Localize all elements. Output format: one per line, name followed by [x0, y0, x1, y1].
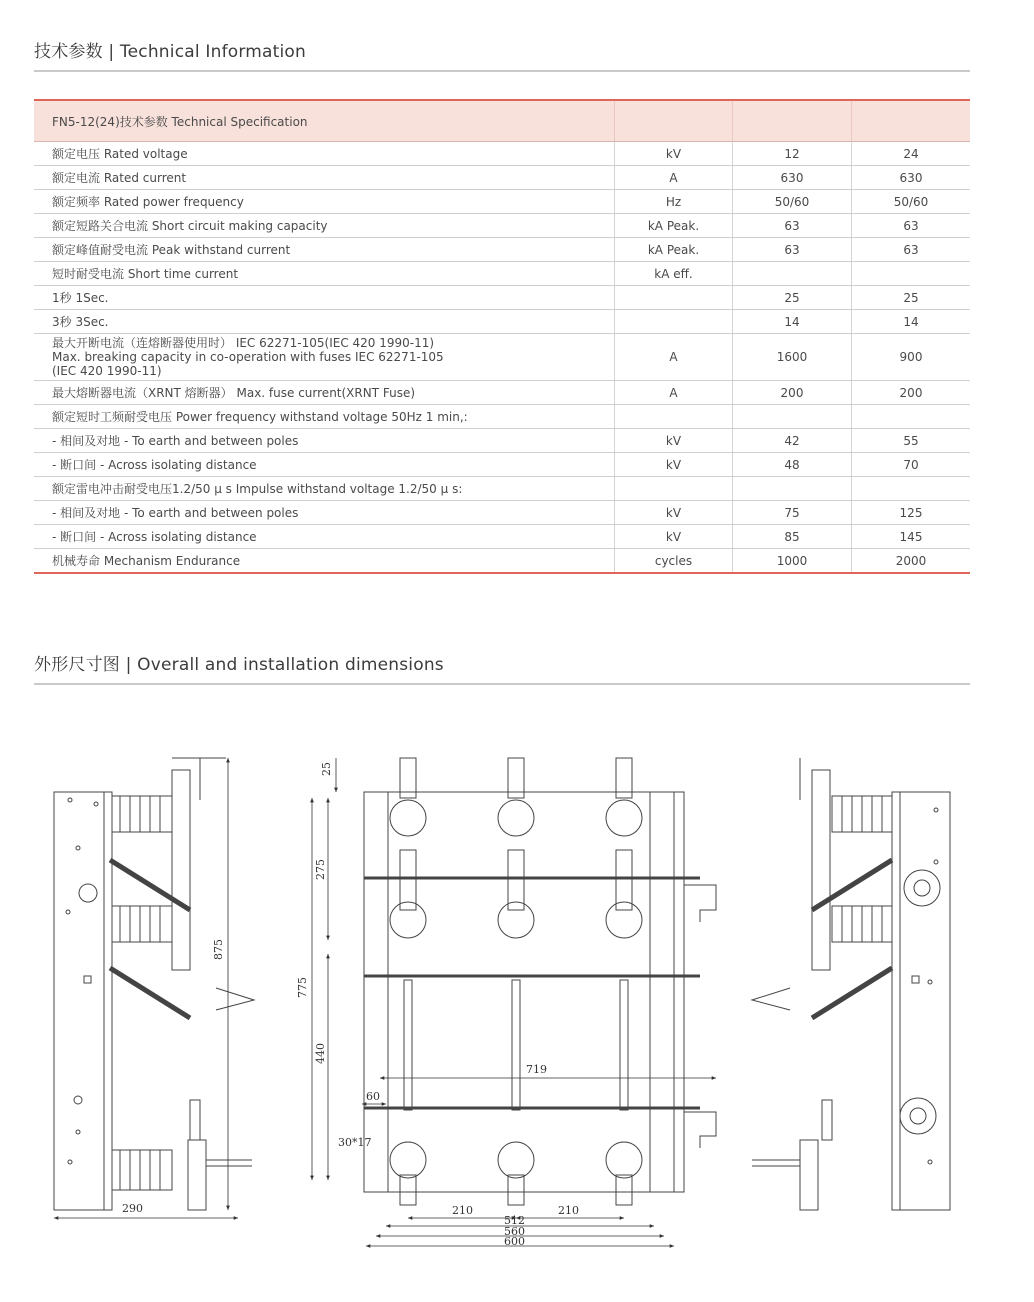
hole — [74, 1096, 82, 1104]
table-row — [34, 334, 970, 381]
table-row — [34, 238, 970, 262]
table-row — [34, 190, 970, 214]
front-dimensions — [312, 758, 716, 1246]
row-unit: Hz — [615, 190, 733, 214]
row-value-12: 1000 — [733, 549, 852, 574]
row-value-12: 63 — [733, 214, 852, 238]
title-divider — [34, 70, 970, 72]
row-label-line: Max. breaking capacity in co-operation with fuses IEC 62271-105 — [52, 350, 444, 364]
row-value-12: 48 — [733, 453, 852, 477]
row-value-24: 900 — [852, 334, 971, 381]
row-label-line: (IEC 420 1990-11) — [52, 364, 162, 378]
dim-719: 719 — [526, 1063, 547, 1076]
insulator-top-right — [832, 796, 892, 832]
blade-arm — [172, 770, 190, 970]
row-unit — [615, 286, 733, 310]
row-value-12: 12 — [733, 142, 852, 166]
row-label: - 相间及对地 - To earth and between poles — [34, 501, 615, 525]
row-value-24: 25 — [852, 286, 971, 310]
row-value-12: 200 — [733, 381, 852, 405]
row-value-24: 14 — [852, 310, 971, 334]
dimensions-divider — [34, 683, 970, 685]
row-value-24: 200 — [852, 381, 971, 405]
front-left-post — [364, 792, 388, 1192]
right-frame-edge — [892, 792, 900, 1210]
row-label: 额定雷电冲击耐受电压1.2/50 μ s Impulse withstand voltage 1.2/50 μ s: — [34, 477, 615, 501]
dim-290: 290 — [122, 1202, 143, 1215]
fuse-base-right — [800, 1140, 818, 1210]
shaft-bracket-top — [684, 885, 716, 922]
right-frame-plate — [900, 792, 950, 1210]
left-frame-plate — [54, 792, 104, 1210]
row-value-12: 25 — [733, 286, 852, 310]
dim-30x17: 30*17 — [338, 1136, 372, 1149]
row-value-24: 24 — [852, 142, 971, 166]
row-unit: kV — [615, 429, 733, 453]
hole — [66, 910, 70, 914]
spec-table — [34, 99, 970, 574]
dimensions-title: 外形尺寸图 | Overall and installation dimensions — [34, 655, 444, 675]
header-value-12kv — [733, 100, 852, 142]
technical-info-title: 技术参数 | Technical Information — [34, 42, 307, 62]
row-value-12: 63 — [733, 238, 852, 262]
flange-top — [904, 870, 940, 906]
row-unit: kA eff. — [615, 262, 733, 286]
row-unit: A — [615, 381, 733, 405]
table-row — [34, 453, 970, 477]
square-hole — [912, 976, 919, 983]
row-unit: kV — [615, 525, 733, 549]
dimension-drawing — [40, 740, 980, 1260]
handle — [190, 1100, 200, 1140]
hole — [76, 846, 80, 850]
row-unit: A — [615, 334, 733, 381]
pole-2 — [498, 758, 534, 1205]
row-label: 额定峰值耐受电流 Peak withstand current — [34, 238, 615, 262]
row-value-24: 70 — [852, 453, 971, 477]
dim-25: 25 — [320, 762, 333, 776]
row-value-12: 75 — [733, 501, 852, 525]
row-value-24: 55 — [852, 429, 971, 453]
shaft-hole — [79, 884, 97, 902]
row-label: 机械寿命 Mechanism Endurance — [34, 549, 615, 574]
right-side-view — [752, 758, 950, 1210]
shaft-bracket-bottom — [684, 1112, 716, 1148]
insulator-mid — [112, 906, 172, 942]
front-right-post — [650, 792, 674, 1192]
row-value-24 — [852, 405, 971, 429]
row-unit: kA Peak. — [615, 238, 733, 262]
row-value-24: 50/60 — [852, 190, 971, 214]
row-value-24: 630 — [852, 166, 971, 190]
dim-600: 600 — [504, 1235, 525, 1248]
insulator-bottom — [112, 1150, 172, 1190]
row-unit: kA Peak. — [615, 214, 733, 238]
table-row — [34, 549, 970, 574]
square-hole — [84, 976, 91, 983]
row-label: 额定短时工频耐受电压 Power frequency withstand voltage 50Hz 1 min,: — [34, 405, 615, 429]
row-label: 额定电压 Rated voltage — [34, 142, 615, 166]
table-row — [34, 142, 970, 166]
row-value-12: 14 — [733, 310, 852, 334]
dim-775: 775 — [296, 977, 309, 998]
dim-60: 60 — [366, 1090, 380, 1103]
flange-bottom — [900, 1098, 936, 1134]
hole — [68, 1160, 72, 1164]
row-label: 最大熔断器电流（XRNT 熔断器） Max. fuse current(XRNT Fuse) — [34, 381, 615, 405]
row-label-line: 最大开断电流（连熔断器使用时） IEC 62271-105(IEC 420 1990-11) — [52, 336, 435, 350]
dim-440: 440 — [314, 1043, 327, 1064]
row-label: 3秒 3Sec. — [34, 310, 615, 334]
row-value-24: 63 — [852, 238, 971, 262]
table-row — [34, 310, 970, 334]
hole — [94, 802, 98, 806]
dim-512: 512 — [504, 1214, 525, 1227]
table-row — [34, 525, 970, 549]
insulator-top — [112, 796, 172, 832]
row-label: - 相间及对地 - To earth and between poles — [34, 429, 615, 453]
table-row — [34, 501, 970, 525]
pole-1 — [390, 758, 426, 1205]
row-unit: kV — [615, 453, 733, 477]
dim-210-right: 210 — [558, 1204, 579, 1217]
row-unit — [615, 405, 733, 429]
dim-210-left: 210 — [452, 1204, 473, 1217]
row-value-12: 85 — [733, 525, 852, 549]
row-unit: A — [615, 166, 733, 190]
row-label: 短时耐受电流 Short time current — [34, 262, 615, 286]
row-value-24: 63 — [852, 214, 971, 238]
table-row — [34, 166, 970, 190]
table-row — [34, 429, 970, 453]
blade-arm-right — [812, 770, 830, 970]
latch-right — [752, 988, 790, 1010]
row-unit — [615, 310, 733, 334]
row-unit — [615, 477, 733, 501]
insulator-mid-right — [832, 906, 892, 942]
row-value-12: 630 — [733, 166, 852, 190]
front-view — [364, 758, 716, 1205]
row-value-24: 145 — [852, 525, 971, 549]
row-value-12 — [733, 262, 852, 286]
row-label: - 断口间 - Across isolating distance — [34, 525, 615, 549]
fuse-base — [188, 1140, 206, 1210]
table-row — [34, 286, 970, 310]
row-unit: cycles — [615, 549, 733, 574]
dim-875: 875 — [212, 939, 225, 960]
row-label: 额定短路关合电流 Short circuit making capacity — [34, 214, 615, 238]
row-value-12: 50/60 — [733, 190, 852, 214]
row-label: - 断口间 - Across isolating distance — [34, 453, 615, 477]
header-unit — [615, 100, 733, 142]
row-value-24: 125 — [852, 501, 971, 525]
dim-275: 275 — [314, 859, 327, 880]
row-value-12 — [733, 477, 852, 501]
row-value-12: 42 — [733, 429, 852, 453]
row-value-24: 2000 — [852, 549, 971, 574]
table-header-row — [34, 100, 970, 142]
left-frame-edge — [104, 792, 112, 1210]
row-label: 1秒 1Sec. — [34, 286, 615, 310]
table-row — [34, 262, 970, 286]
row-label — [34, 334, 615, 381]
row-value-12 — [733, 405, 852, 429]
latch — [216, 988, 254, 1010]
row-unit: kV — [615, 501, 733, 525]
dimension-drawing-svg — [40, 740, 980, 1260]
row-label: 额定频率 Rated power frequency — [34, 190, 615, 214]
dim-560: 560 — [504, 1225, 525, 1238]
handle-right — [822, 1100, 832, 1140]
row-value-24 — [852, 477, 971, 501]
header-label: FN5-12(24)技术参数 Technical Specification — [34, 100, 615, 142]
table-row — [34, 477, 970, 501]
row-unit: kV — [615, 142, 733, 166]
table-row — [34, 381, 970, 405]
row-value-12: 1600 — [733, 334, 852, 381]
table-row — [34, 214, 970, 238]
row-value-24 — [852, 262, 971, 286]
hole — [68, 798, 72, 802]
pole-3 — [606, 758, 642, 1205]
hole — [76, 1130, 80, 1134]
left-side-view — [54, 758, 254, 1210]
row-label: 额定电流 Rated current — [34, 166, 615, 190]
table-row — [34, 405, 970, 429]
header-value-24kv — [852, 100, 971, 142]
